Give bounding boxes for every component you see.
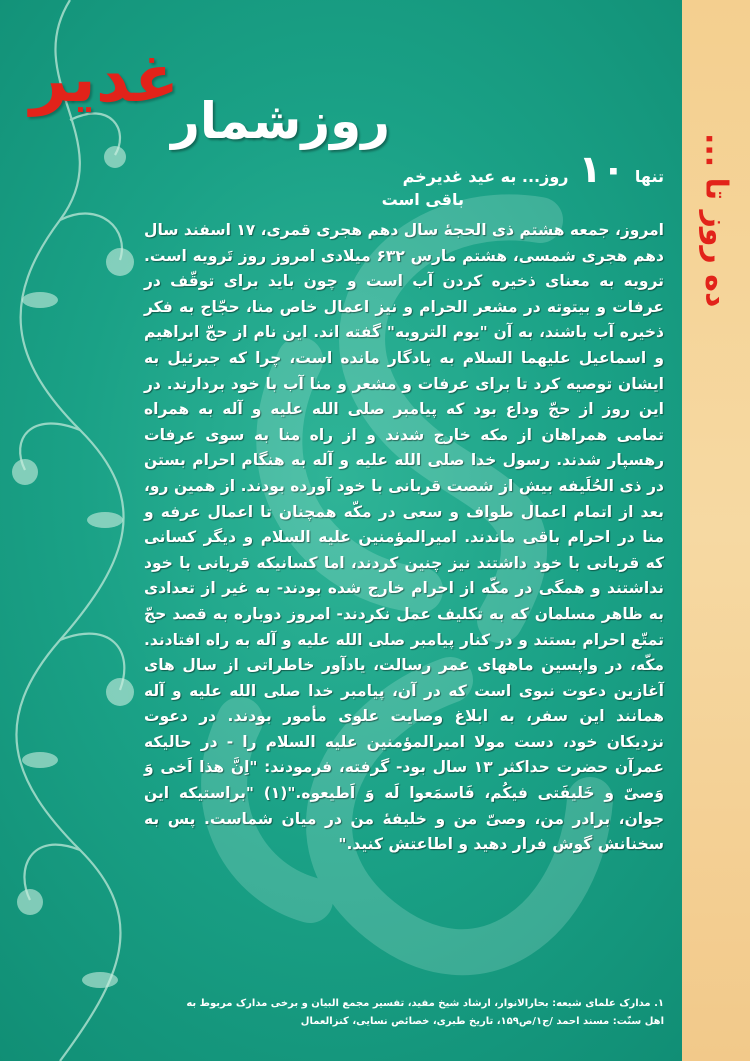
footnote-line-2: اهل سنّت: مسند احمد /ج۱/ص۱۵۹، تاریخ طبری، خصائص نسایی، کنزالعمال [300, 1016, 664, 1027]
countdown-line2: باقی است [381, 190, 464, 209]
countdown-heading [244, 147, 664, 209]
side-strip [682, 0, 750, 1061]
article-body: امروز، جمعه هشتم ذی الحجهٔ سال دهم هجری قمری، ۱۷ اسفند سال دهم هجری شمسی، هشتم مارس ۶۳۲ میلادی امروز روز تَرویه است. ترویه به معنای ذخیره کردن آب است و چون باید برای توقّف در عرفات و بیتوته در مشعر الحرام و نیز اعمال خاص منا، حجّاج به فکر ذخیره آب باشند، به آن "یوم الترویه" گفته اند. این نام از حجّ ابراهیم و اسماعیل علیهما السلام به یادگار مانده است، چرا که جبرئیل به ایشان توصیه کرد تا برای عرفات و مشعر و منا آب با خود بردارند. در این روز از حجّ وداع بود که پیامبر صلی الله علیه و آله به همراه تمامی همراهان از مکه خارج شدند و از راه منا به سوی عرفات رهسپار شدند. رسول خدا صلی الله علیه و آله به هنگام احرام بستن در ذی الحُلَیفه بیش از شصت قربانی با خود آورده بودند. از همین رو، بعد از اتمام اعمال طواف و سعی در مکّه همچنان تا اعمال عرفه و منا در احرام باقی ماندند. امیرالمؤمنین علیه السلام و دیگر کسانی که قربانی با خود داشتند نیز چنین کردند، اما کسانیکه قربانی با خود نداشتند و همگی در مکّه از احرام خارج شده بودند- به غیر از تعدادی به ظاهر مسلمان که به تکلیف عمل نکردند- امروز دوباره به قصد حجّ تمتّع احرام بستند و در کنار پیامبر صلی الله علیه و آله به راه افتادند. مکّه، در واپسین ماههای عمر رسالت، یادآور خاطراتی از سال های آغازین دعوت نبوی است که در آن، پیامبر خدا صلی الله علیه و آله همانند این سفر، به ابلاغ وصایت علوی مأمور بودند. در دعوت نزدیکان خود، دست مولا امیرالمؤمنین علیه السلام را - در حالیکه عمرآن حضرت حداکثر ۱۳ سال بود- گرفته، فرمودند: "اِنَّ هذا اَخی وَ وَصیّ و خَلیفَتی فیکُم، فَاسمَعوا لَه وَ اَطیعوه."(۱) "براستیکه این جوان، برادر من، وصیّ من و خلیفهٔ من در میان شماست. پس به سخنانش گوش فرار دهید و اطاعتش کنید." [144, 221, 665, 854]
logo-ghadir-word: غدیر [30, 40, 180, 117]
footnote-line-1: ۱. مدارک علمای شیعه: بحارالانوار، ارشاد شیخ مفید، تفسیر مجمع البیان و برخی مدارک مربوط به [186, 998, 664, 1009]
countdown-suffix: روز... به عید غدیرخم [402, 167, 569, 186]
countdown-number: ۱۰ [578, 147, 625, 191]
footnote [64, 995, 664, 1031]
logo-calendar-word: روزشمار [171, 92, 390, 150]
countdown-prefix: تنها [634, 167, 664, 186]
days-remaining-tag: ده روز تا ... [698, 132, 734, 308]
